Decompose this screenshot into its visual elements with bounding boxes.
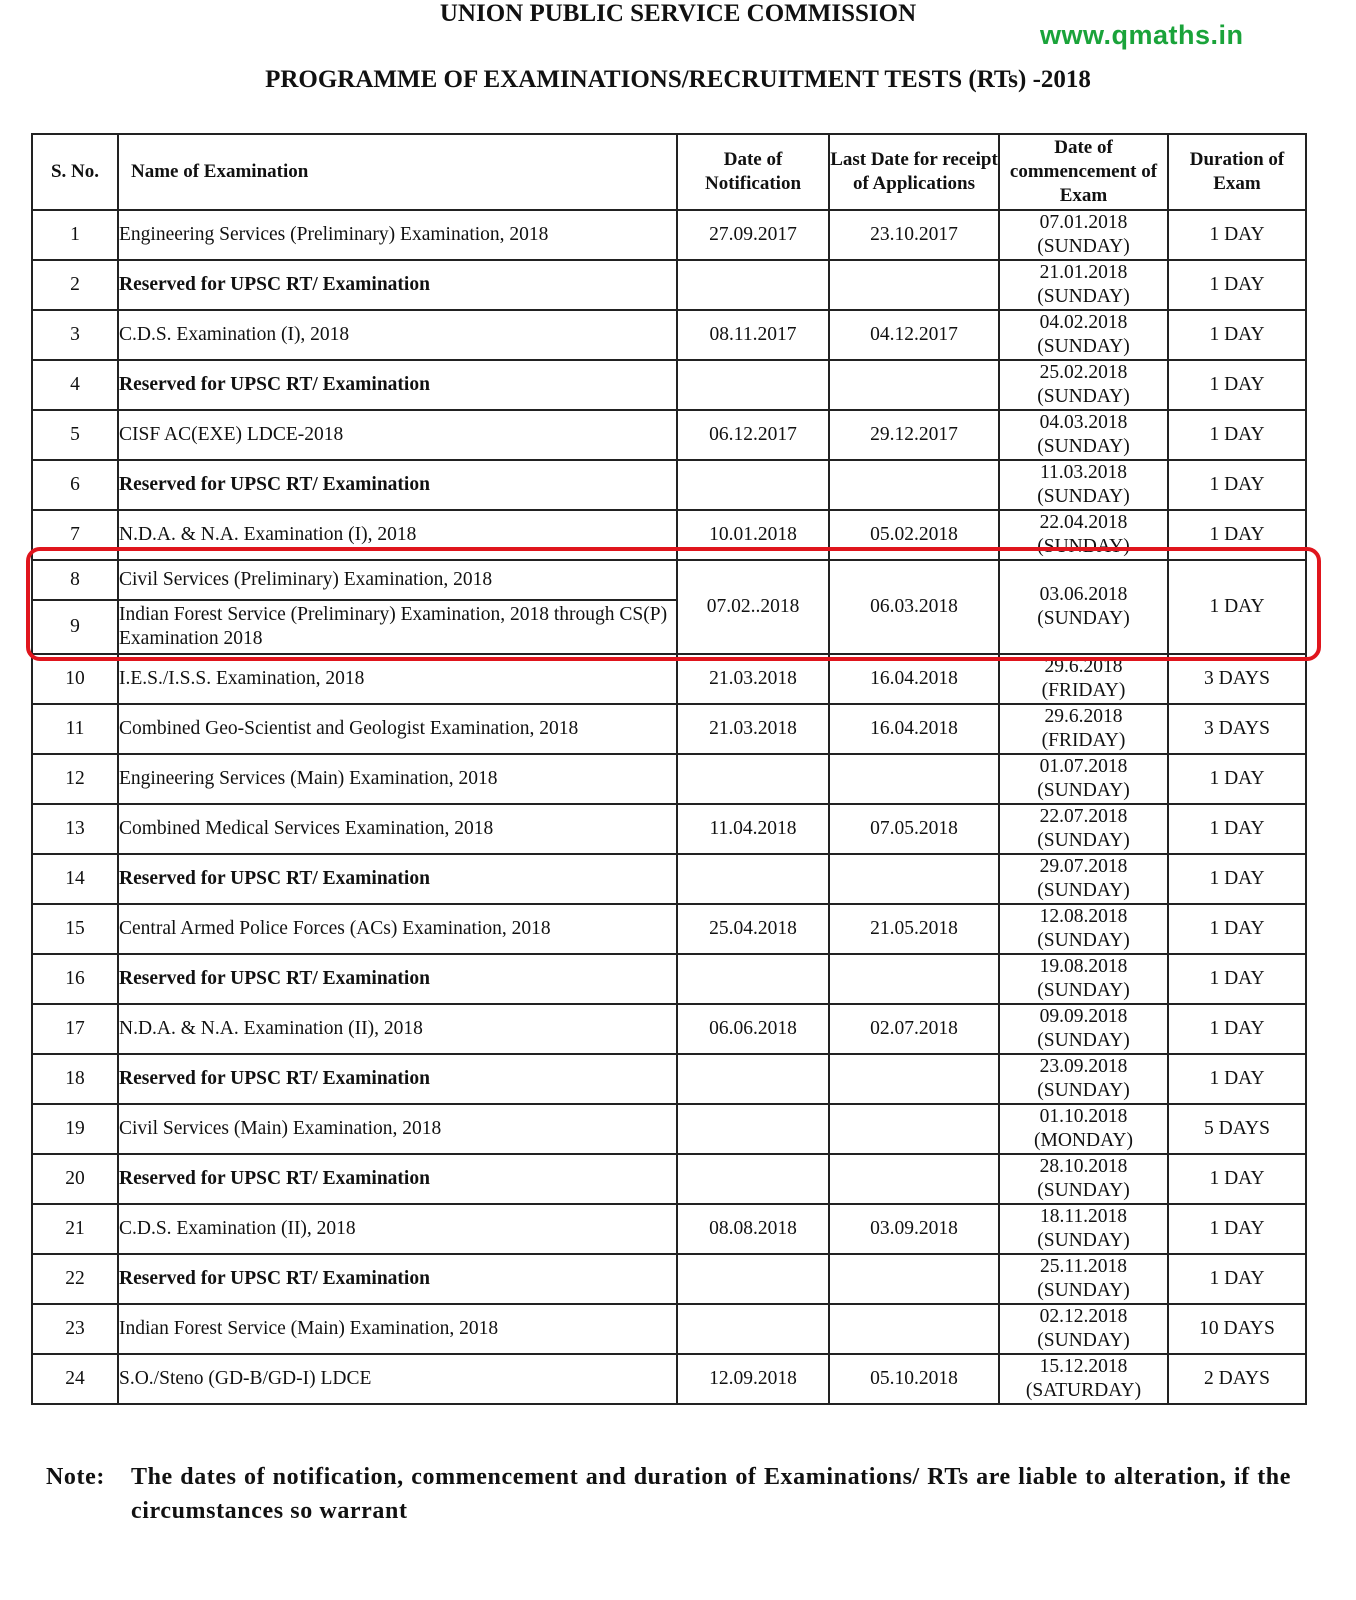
commencement-date: 25.02.2018: [1039, 362, 1128, 383]
commencement-date: 11.03.2018: [1039, 462, 1128, 483]
commencement-day: (SUNDAY): [1037, 1230, 1130, 1251]
cell-notification: 07.02..2018: [677, 560, 829, 654]
cell-last-date: [829, 1054, 999, 1104]
cell-duration: 3 DAYS: [1168, 654, 1306, 704]
cell-exam-name: N.D.A. & N.A. Examination (I), 2018: [118, 510, 677, 560]
cell-last-date: 03.09.2018: [829, 1204, 999, 1254]
cell-sno: 15: [32, 904, 118, 954]
cell-exam-name: Reserved for UPSC RT/ Examination: [118, 1154, 677, 1204]
cell-notification: [677, 460, 829, 510]
cell-duration: 1 DAY: [1168, 410, 1306, 460]
cell-duration: 1 DAY: [1168, 904, 1306, 954]
table-row: [32, 1304, 1306, 1354]
cell-duration: 3 DAYS: [1168, 704, 1306, 754]
cell-last-date: [829, 1254, 999, 1304]
cell-commencement: [999, 804, 1168, 854]
cell-exam-name: C.D.S. Examination (II), 2018: [118, 1204, 677, 1254]
cell-duration: 1 DAY: [1168, 804, 1306, 854]
cell-duration: 1 DAY: [1168, 510, 1306, 560]
commencement-day: (SUNDAY): [1037, 930, 1130, 951]
cell-last-date: 07.05.2018: [829, 804, 999, 854]
cell-sno: 7: [32, 510, 118, 560]
cell-sno: 16: [32, 954, 118, 1004]
cell-commencement: [999, 210, 1168, 260]
cell-last-date: 21.05.2018: [829, 904, 999, 954]
cell-last-date: 02.07.2018: [829, 1004, 999, 1054]
cell-sno: 10: [32, 654, 118, 704]
cell-commencement: [999, 1354, 1168, 1404]
commencement-day: (SATURDAY): [1025, 1380, 1142, 1401]
commencement-day: (SUNDAY): [1037, 1180, 1130, 1201]
cell-notification: [677, 1054, 829, 1104]
commencement-day: (SUNDAY): [1037, 1030, 1130, 1051]
commencement-day: (SUNDAY): [1037, 486, 1130, 507]
table-row: [32, 704, 1306, 754]
cell-notification: [677, 754, 829, 804]
cell-last-date: 23.10.2017: [829, 210, 999, 260]
cell-commencement: [999, 1204, 1168, 1254]
cell-exam-name: S.O./Steno (GD-B/GD-I) LDCE: [118, 1354, 677, 1404]
cell-last-date: 16.04.2018: [829, 704, 999, 754]
cell-last-date: [829, 460, 999, 510]
cell-commencement: [999, 1104, 1168, 1154]
cell-duration: 5 DAYS: [1168, 1104, 1306, 1154]
commencement-date: 21.01.2018: [1039, 262, 1128, 283]
cell-last-date: 05.10.2018: [829, 1354, 999, 1404]
cell-duration: 1 DAY: [1168, 310, 1306, 360]
cell-exam-name: Indian Forest Service (Preliminary) Examination, 2018 through CS(P) Examination 2018: [118, 600, 677, 654]
commencement-date: 29.07.2018: [1039, 856, 1128, 877]
note-label: Note:: [46, 1464, 105, 1490]
cell-exam-name: Reserved for UPSC RT/ Examination: [118, 854, 677, 904]
commencement-day: (SUNDAY): [1037, 436, 1130, 457]
cell-sno: 21: [32, 1204, 118, 1254]
commencement-date: 22.07.2018: [1039, 806, 1128, 827]
cell-sno: 4: [32, 360, 118, 410]
table-row: [32, 360, 1306, 410]
commencement-date: 09.09.2018: [1039, 1006, 1128, 1027]
cell-sno: 8: [32, 560, 118, 600]
cell-sno: 24: [32, 1354, 118, 1404]
commencement-day: (SUNDAY): [1037, 1080, 1130, 1101]
cell-last-date: [829, 854, 999, 904]
cell-duration: 1 DAY: [1168, 1204, 1306, 1254]
cell-sno: 11: [32, 704, 118, 754]
cell-notification: [677, 1304, 829, 1354]
cell-exam-name: Reserved for UPSC RT/ Examination: [118, 1054, 677, 1104]
cell-sno: 2: [32, 260, 118, 310]
cell-sno: 9: [32, 600, 118, 654]
cell-exam-name: Indian Forest Service (Main) Examination, 2018: [118, 1304, 677, 1354]
cell-last-date: [829, 1104, 999, 1154]
commencement-day: (SUNDAY): [1037, 830, 1130, 851]
cell-sno: 20: [32, 1154, 118, 1204]
cell-exam-name: Reserved for UPSC RT/ Examination: [118, 1254, 677, 1304]
cell-sno: 6: [32, 460, 118, 510]
cell-commencement: [999, 1304, 1168, 1354]
cell-commencement: [999, 854, 1168, 904]
document-subtitle: PROGRAMME OF EXAMINATIONS/RECRUITMENT TESTS (RTs) -2018: [265, 66, 1091, 93]
commencement-date: 04.03.2018: [1039, 412, 1128, 433]
cell-exam-name: Engineering Services (Main) Examination, 2018: [118, 754, 677, 804]
cell-duration: 1 DAY: [1168, 360, 1306, 410]
document-title: UNION PUBLIC SERVICE COMMISSION: [439, 0, 917, 27]
cell-sno: 19: [32, 1104, 118, 1154]
column-header-last-date: Last Date for receipt of Applications: [829, 134, 999, 210]
cell-notification: 21.03.2018: [677, 704, 829, 754]
cell-duration: 10 DAYS: [1168, 1304, 1306, 1354]
table-header-row: [32, 134, 1306, 210]
cell-notification: [677, 954, 829, 1004]
cell-duration: 1 DAY: [1168, 1004, 1306, 1054]
cell-duration: 1 DAY: [1168, 210, 1306, 260]
cell-exam-name: C.D.S. Examination (I), 2018: [118, 310, 677, 360]
commencement-date: 28.10.2018: [1039, 1156, 1128, 1177]
cell-notification: 12.09.2018: [677, 1354, 829, 1404]
cell-duration: 1 DAY: [1168, 560, 1306, 654]
table-body: [32, 210, 1306, 1404]
commencement-day: (SUNDAY): [1037, 386, 1130, 407]
cell-duration: 1 DAY: [1168, 754, 1306, 804]
table-row: [32, 560, 1306, 600]
cell-last-date: [829, 260, 999, 310]
cell-sno: 5: [32, 410, 118, 460]
table-row: [32, 904, 1306, 954]
table-row: [32, 1204, 1306, 1254]
commencement-date: 15.12.2018: [1039, 1356, 1128, 1377]
cell-commencement: [999, 1004, 1168, 1054]
cell-commencement: [999, 510, 1168, 560]
cell-commencement: [999, 754, 1168, 804]
cell-last-date: 29.12.2017: [829, 410, 999, 460]
cell-commencement: [999, 1254, 1168, 1304]
cell-notification: [677, 854, 829, 904]
commencement-day: (SUNDAY): [1037, 536, 1130, 557]
commencement-day: (SUNDAY): [1037, 336, 1130, 357]
cell-duration: 1 DAY: [1168, 1254, 1306, 1304]
table-row: [32, 854, 1306, 904]
cell-notification: 10.01.2018: [677, 510, 829, 560]
commencement-day: (SUNDAY): [1037, 1330, 1130, 1351]
cell-exam-name: Reserved for UPSC RT/ Examination: [118, 460, 677, 510]
cell-duration: 1 DAY: [1168, 260, 1306, 310]
cell-sno: 23: [32, 1304, 118, 1354]
cell-last-date: 04.12.2017: [829, 310, 999, 360]
commencement-day: (SUNDAY): [1037, 236, 1130, 257]
cell-notification: 27.09.2017: [677, 210, 829, 260]
cell-last-date: [829, 1304, 999, 1354]
table-row: [32, 1054, 1306, 1104]
table-row: [32, 210, 1306, 260]
cell-commencement: [999, 460, 1168, 510]
commencement-date: 18.11.2018: [1039, 1206, 1128, 1227]
commencement-date: 29.6.2018: [1044, 656, 1123, 677]
cell-notification: 25.04.2018: [677, 904, 829, 954]
cell-sno: 17: [32, 1004, 118, 1054]
cell-exam-name: Combined Medical Services Examination, 2018: [118, 804, 677, 854]
table-row: [32, 654, 1306, 704]
cell-commencement: [999, 260, 1168, 310]
cell-commencement: [999, 954, 1168, 1004]
cell-commencement: [999, 654, 1168, 704]
cell-duration: 1 DAY: [1168, 1154, 1306, 1204]
cell-notification: 06.06.2018: [677, 1004, 829, 1054]
table-row: [32, 1104, 1306, 1154]
cell-exam-name: Civil Services (Preliminary) Examination, 2018: [118, 560, 677, 600]
cell-duration: 1 DAY: [1168, 1054, 1306, 1104]
table-row: [32, 754, 1306, 804]
cell-duration: 1 DAY: [1168, 460, 1306, 510]
cell-notification: 08.08.2018: [677, 1204, 829, 1254]
commencement-date: 02.12.2018: [1039, 1306, 1128, 1327]
cell-notification: [677, 1254, 829, 1304]
commencement-date: 03.06.2018: [1039, 584, 1128, 605]
commencement-day: (SUNDAY): [1037, 780, 1130, 801]
commencement-date: 29.6.2018: [1044, 706, 1123, 727]
cell-sno: 22: [32, 1254, 118, 1304]
cell-notification: 06.12.2017: [677, 410, 829, 460]
cell-notification: [677, 1154, 829, 1204]
cell-exam-name: I.E.S./I.S.S. Examination, 2018: [118, 654, 677, 704]
cell-exam-name: CISF AC(EXE) LDCE-2018: [118, 410, 677, 460]
exam-schedule-table: [31, 133, 1307, 1405]
cell-commencement: [999, 360, 1168, 410]
cell-commencement: [999, 1154, 1168, 1204]
commencement-date: 01.10.2018: [1039, 1106, 1128, 1127]
column-header-name: Name of Examination: [118, 134, 677, 210]
column-header-commencement: Date of commencement of Exam: [999, 134, 1168, 210]
cell-last-date: [829, 1154, 999, 1204]
cell-last-date: [829, 754, 999, 804]
column-header-sno: S. No.: [32, 134, 118, 210]
cell-notification: 11.04.2018: [677, 804, 829, 854]
commencement-day: (FRIDAY): [1041, 680, 1126, 701]
cell-notification: [677, 260, 829, 310]
cell-duration: 1 DAY: [1168, 854, 1306, 904]
note-text: The dates of notification, commencement and duration of Examinations/ RTs are liable to alteration, if the circumstances so warrant: [131, 1464, 1291, 1524]
cell-exam-name: Civil Services (Main) Examination, 2018: [118, 1104, 677, 1154]
commencement-day: (FRIDAY): [1041, 730, 1126, 751]
cell-last-date: 16.04.2018: [829, 654, 999, 704]
cell-exam-name: N.D.A. & N.A. Examination (II), 2018: [118, 1004, 677, 1054]
commencement-date: 22.04.2018: [1039, 512, 1128, 533]
cell-exam-name: Reserved for UPSC RT/ Examination: [118, 360, 677, 410]
table-row: [32, 1254, 1306, 1304]
cell-sno: 14: [32, 854, 118, 904]
table-row: [32, 1354, 1306, 1404]
commencement-date: 19.08.2018: [1039, 956, 1128, 977]
cell-last-date: [829, 954, 999, 1004]
commencement-day: (SUNDAY): [1037, 980, 1130, 1001]
table-row: [32, 310, 1306, 360]
commencement-day: (SUNDAY): [1037, 286, 1130, 307]
cell-notification: 08.11.2017: [677, 310, 829, 360]
cell-notification: [677, 360, 829, 410]
cell-notification: 21.03.2018: [677, 654, 829, 704]
cell-exam-name: Reserved for UPSC RT/ Examination: [118, 954, 677, 1004]
table-row: [32, 804, 1306, 854]
cell-duration: 2 DAYS: [1168, 1354, 1306, 1404]
cell-sno: 13: [32, 804, 118, 854]
cell-notification: [677, 1104, 829, 1154]
commencement-date: 04.02.2018: [1039, 312, 1128, 333]
commencement-date: 23.09.2018: [1039, 1056, 1128, 1077]
cell-exam-name: Combined Geo-Scientist and Geologist Examination, 2018: [118, 704, 677, 754]
commencement-day: (SUNDAY): [1037, 608, 1130, 629]
cell-sno: 12: [32, 754, 118, 804]
table-row: [32, 260, 1306, 310]
cell-commencement: [999, 410, 1168, 460]
cell-sno: 1: [32, 210, 118, 260]
column-header-notification: Date of Notification: [677, 134, 829, 210]
cell-last-date: [829, 360, 999, 410]
commencement-date: 12.08.2018: [1039, 906, 1128, 927]
table-row: [32, 460, 1306, 510]
cell-sno: 18: [32, 1054, 118, 1104]
table-row: [32, 510, 1306, 560]
cell-last-date: 05.02.2018: [829, 510, 999, 560]
cell-sno: 3: [32, 310, 118, 360]
cell-exam-name: Engineering Services (Preliminary) Examination, 2018: [118, 210, 677, 260]
cell-duration: 1 DAY: [1168, 954, 1306, 1004]
commencement-date: 01.07.2018: [1039, 756, 1128, 777]
cell-exam-name: Reserved for UPSC RT/ Examination: [118, 260, 677, 310]
table-row: [32, 1154, 1306, 1204]
cell-commencement: [999, 560, 1168, 654]
cell-exam-name: Central Armed Police Forces (ACs) Examination, 2018: [118, 904, 677, 954]
commencement-day: (SUNDAY): [1037, 1280, 1130, 1301]
table-row: [32, 954, 1306, 1004]
cell-commencement: [999, 310, 1168, 360]
commencement-day: (MONDAY): [1034, 1130, 1133, 1151]
commencement-date: 07.01.2018: [1039, 212, 1128, 233]
column-header-duration: Duration of Exam: [1168, 134, 1306, 210]
commencement-day: (SUNDAY): [1037, 880, 1130, 901]
cell-commencement: [999, 904, 1168, 954]
table-row: [32, 1004, 1306, 1054]
site-watermark: www.qmaths.in: [1040, 20, 1244, 50]
cell-last-date: 06.03.2018: [829, 560, 999, 654]
commencement-date: 25.11.2018: [1039, 1256, 1128, 1277]
cell-commencement: [999, 704, 1168, 754]
table-row: [32, 410, 1306, 460]
cell-commencement: [999, 1054, 1168, 1104]
